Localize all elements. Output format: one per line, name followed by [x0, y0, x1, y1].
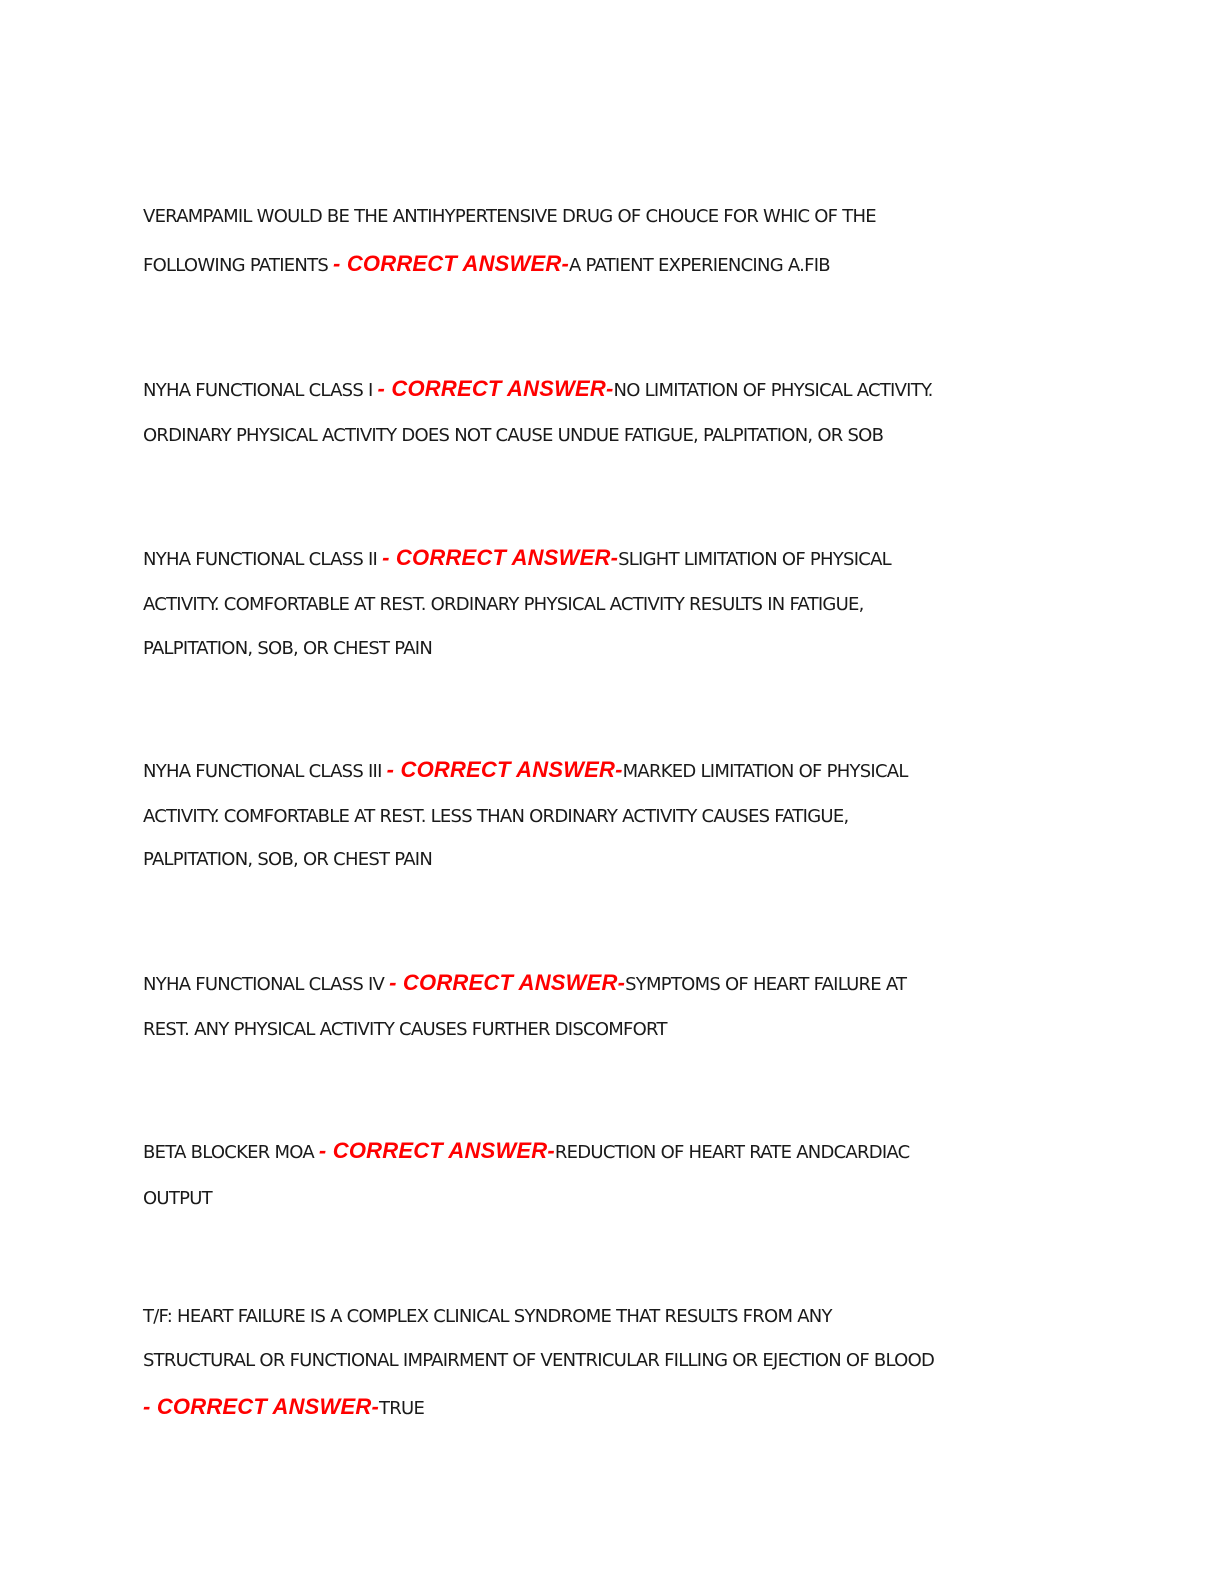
answer-line: ACTIVITY. COMFORTABLE AT REST. ORDINARY PHYSICAL ACTIVITY RESULTS IN FATIGUE, — [143, 594, 864, 615]
question-text: NYHA FUNCTIONAL CLASS III — [143, 761, 387, 782]
question-text: FOLLOWING PATIENTS — [143, 255, 333, 276]
question-answer-line — [143, 1396, 424, 1420]
correct-answer-marker: - CORRECT ANSWER- — [318, 1138, 555, 1163]
answer-text: REDUCTION OF HEART RATE ANDCARDIAC — [554, 1142, 910, 1163]
question-answer-line — [143, 972, 906, 996]
answer-text: NO LIMITATION OF PHYSICAL ACTIVITY. — [613, 380, 933, 401]
correct-answer-marker: - CORRECT ANSWER- — [333, 251, 570, 276]
answer-line: OUTPUT — [143, 1188, 212, 1209]
question-answer-line — [143, 547, 891, 571]
answer-text: A PATIENT EXPERIENCING A.FIB — [569, 255, 830, 276]
correct-answer-marker: - CORRECT ANSWER- — [386, 757, 623, 782]
correct-answer-marker: - CORRECT ANSWER- — [377, 376, 614, 401]
correct-answer-marker: - CORRECT ANSWER- — [389, 970, 626, 995]
answer-line: REST. ANY PHYSICAL ACTIVITY CAUSES FURTHER DISCOMFORT — [143, 1019, 667, 1040]
question-text: NYHA FUNCTIONAL CLASS IV — [143, 974, 390, 995]
correct-answer-marker: - CORRECT ANSWER- — [382, 545, 619, 570]
answer-line: PALPITATION, SOB, OR CHEST PAIN — [143, 849, 433, 870]
answer-text: SYMPTOMS OF HEART FAILURE AT — [625, 974, 907, 995]
correct-answer-marker: - CORRECT ANSWER- — [143, 1394, 380, 1419]
question-answer-line — [143, 378, 933, 402]
question-text: NYHA FUNCTIONAL CLASS I — [143, 380, 378, 401]
question-line: STRUCTURAL OR FUNCTIONAL IMPAIRMENT OF VENTRICULAR FILLING OR EJECTION OF BLOOD — [143, 1350, 935, 1371]
answer-text: MARKED LIMITATION OF PHYSICAL — [622, 761, 908, 782]
answer-line: ACTIVITY. COMFORTABLE AT REST. LESS THAN ORDINARY ACTIVITY CAUSES FATIGUE, — [143, 806, 849, 827]
question-text: NYHA FUNCTIONAL CLASS II — [143, 549, 383, 570]
question-answer-line — [143, 253, 830, 277]
answer-text: TRUE — [379, 1398, 425, 1419]
question-answer-line — [143, 1140, 910, 1164]
answer-line: PALPITATION, SOB, OR CHEST PAIN — [143, 638, 433, 659]
question-text: BETA BLOCKER MOA — [143, 1142, 319, 1163]
answer-line: ORDINARY PHYSICAL ACTIVITY DOES NOT CAUSE UNDUE FATIGUE, PALPITATION, OR SOB — [143, 425, 884, 446]
answer-text: SLIGHT LIMITATION OF PHYSICAL — [618, 549, 891, 570]
question-answer-line — [143, 759, 908, 783]
question-line: VERAMPAMIL WOULD BE THE ANTIHYPERTENSIVE DRUG OF CHOUCE FOR WHIC OF THE — [143, 206, 876, 227]
question-line: T/F: HEART FAILURE IS A COMPLEX CLINICAL SYNDROME THAT RESULTS FROM ANY — [143, 1306, 832, 1327]
